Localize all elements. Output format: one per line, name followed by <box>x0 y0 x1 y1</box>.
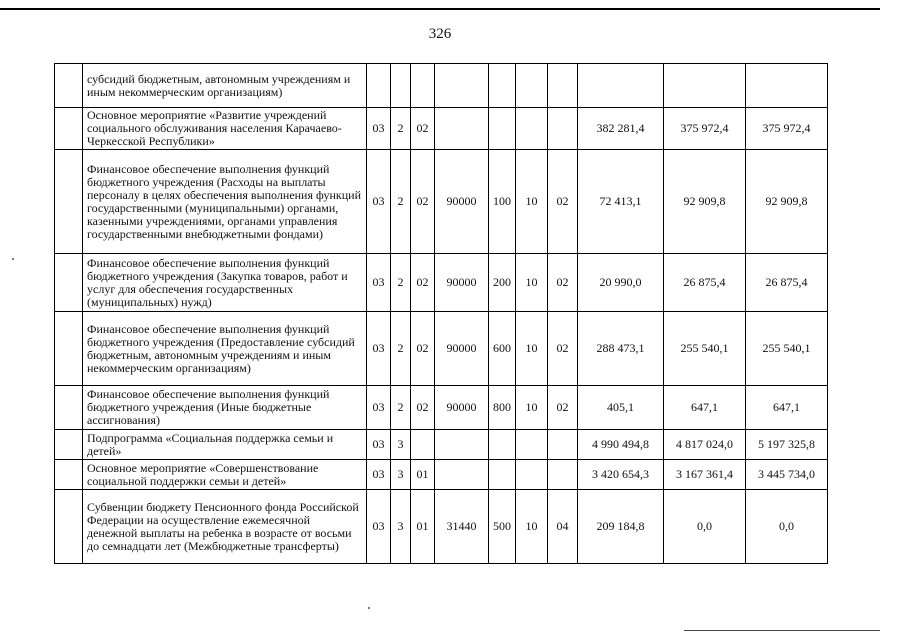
section-code-cell: 03 <box>367 254 391 312</box>
description-cell: Финансовое обеспечение выполнения функций бюджетного учреждения (Предоставление субсидий бюджетным, автономным учреждениям и иным некоммерческим организациям) <box>83 312 367 386</box>
section-code-cell: 03 <box>367 150 391 254</box>
target-code-cell: 31440 <box>435 490 489 564</box>
chapter-code-cell: 10 <box>516 150 548 254</box>
target-code-cell: 90000 <box>435 254 489 312</box>
program-code-cell: 02 <box>411 386 435 430</box>
amount-year2-cell: 92 909,8 <box>664 150 746 254</box>
row-number-cell <box>55 108 83 150</box>
description-cell: Финансовое обеспечение выполнения функций бюджетного учреждения (Иные бюджетные ассигнования) <box>83 386 367 430</box>
section-code-cell: 03 <box>367 312 391 386</box>
amount-year1-cell <box>578 64 664 108</box>
table-row <box>55 150 828 254</box>
program-code-cell: 02 <box>411 254 435 312</box>
expense-type-cell: 800 <box>489 386 516 430</box>
amount-year3-cell: 26 875,4 <box>746 254 828 312</box>
section-code-cell <box>367 64 391 108</box>
page-number: 326 <box>428 26 452 42</box>
description-cell: субсидий бюджетным, автономным учреждениям и иным некоммерческим организациям) <box>83 64 367 108</box>
chapter-code-cell: 10 <box>516 386 548 430</box>
amount-year1-cell: 3 420 654,3 <box>578 460 664 490</box>
chapter-code-cell: 10 <box>516 490 548 564</box>
subsection-code-cell: 2 <box>391 150 411 254</box>
row-number-cell <box>55 64 83 108</box>
expense-type-cell <box>489 460 516 490</box>
subsection-code-cell: 3 <box>391 460 411 490</box>
table-row <box>55 386 828 430</box>
description-cell: Основное мероприятие «Развитие учреждений социального обслуживания населения Карачаево-Черкесской Республики» <box>83 108 367 150</box>
subsection-code-cell <box>391 64 411 108</box>
amount-year3-cell: 375 972,4 <box>746 108 828 150</box>
table-row <box>55 254 828 312</box>
subchapter-code-cell <box>548 108 578 150</box>
target-code-cell: 90000 <box>435 150 489 254</box>
amount-year2-cell: 4 817 024,0 <box>664 430 746 460</box>
budget-table <box>54 63 828 564</box>
top-border-line <box>0 8 880 10</box>
subchapter-code-cell <box>548 64 578 108</box>
row-number-cell <box>55 150 83 254</box>
row-number-cell <box>55 430 83 460</box>
row-number-cell <box>55 312 83 386</box>
chapter-code-cell <box>516 460 548 490</box>
description-cell: Субвенции бюджету Пенсионного фонда Российской Федерации на осуществление ежемесячной денежной выплаты на ребенка в возрасте от восьми до семнадцати лет (Межбюджетные трансферты) <box>83 490 367 564</box>
subsection-code-cell: 2 <box>391 386 411 430</box>
program-code-cell: 01 <box>411 460 435 490</box>
amount-year3-cell <box>746 64 828 108</box>
amount-year2-cell: 255 540,1 <box>664 312 746 386</box>
target-code-cell <box>435 64 489 108</box>
target-code-cell: 90000 <box>435 386 489 430</box>
program-code-cell <box>411 64 435 108</box>
section-code-cell: 03 <box>367 430 391 460</box>
program-code-cell: 02 <box>411 150 435 254</box>
bottom-decorative-line <box>684 630 880 631</box>
table-row <box>55 490 828 564</box>
program-code-cell: 02 <box>411 312 435 386</box>
table-row <box>55 108 828 150</box>
scan-speck <box>368 607 370 609</box>
table-row <box>55 460 828 490</box>
subchapter-code-cell: 02 <box>548 312 578 386</box>
amount-year1-cell: 382 281,4 <box>578 108 664 150</box>
amount-year2-cell: 0,0 <box>664 490 746 564</box>
subsection-code-cell: 3 <box>391 430 411 460</box>
row-number-cell <box>55 386 83 430</box>
amount-year2-cell <box>664 64 746 108</box>
chapter-code-cell <box>516 430 548 460</box>
subchapter-code-cell: 02 <box>548 254 578 312</box>
chapter-code-cell <box>516 64 548 108</box>
subchapter-code-cell: 04 <box>548 490 578 564</box>
program-code-cell: 01 <box>411 490 435 564</box>
target-code-cell <box>435 460 489 490</box>
scan-speck <box>12 258 14 260</box>
row-number-cell <box>55 254 83 312</box>
chapter-code-cell <box>516 108 548 150</box>
amount-year1-cell: 20 990,0 <box>578 254 664 312</box>
description-cell: Финансовое обеспечение выполнения функций бюджетного учреждения (Расходы на выплаты персоналу в целях обеспечения выполнения функций государственными (муниципальными) органами, казенными учреждениями, органами управления государственными внебюджетными фондами) <box>83 150 367 254</box>
target-code-cell <box>435 430 489 460</box>
section-code-cell: 03 <box>367 460 391 490</box>
expense-type-cell: 500 <box>489 490 516 564</box>
amount-year2-cell: 375 972,4 <box>664 108 746 150</box>
section-code-cell: 03 <box>367 490 391 564</box>
amount-year2-cell: 647,1 <box>664 386 746 430</box>
expense-type-cell: 100 <box>489 150 516 254</box>
table-row <box>55 312 828 386</box>
expense-type-cell <box>489 64 516 108</box>
subchapter-code-cell <box>548 430 578 460</box>
description-cell: Финансовое обеспечение выполнения функций бюджетного учреждения (Закупка товаров, работ и услуг для обеспечения государственных (муниципальных) нужд) <box>83 254 367 312</box>
target-code-cell <box>435 108 489 150</box>
subchapter-code-cell: 02 <box>548 386 578 430</box>
section-code-cell: 03 <box>367 386 391 430</box>
amount-year1-cell: 288 473,1 <box>578 312 664 386</box>
program-code-cell <box>411 430 435 460</box>
amount-year1-cell: 209 184,8 <box>578 490 664 564</box>
table-body <box>55 64 828 564</box>
expense-type-cell: 200 <box>489 254 516 312</box>
amount-year1-cell: 4 990 494,8 <box>578 430 664 460</box>
subsection-code-cell: 2 <box>391 312 411 386</box>
row-number-cell <box>55 490 83 564</box>
table-row <box>55 430 828 460</box>
amount-year2-cell: 26 875,4 <box>664 254 746 312</box>
subsection-code-cell: 2 <box>391 108 411 150</box>
program-code-cell: 02 <box>411 108 435 150</box>
subchapter-code-cell: 02 <box>548 150 578 254</box>
amount-year1-cell: 72 413,1 <box>578 150 664 254</box>
subchapter-code-cell <box>548 460 578 490</box>
amount-year3-cell: 255 540,1 <box>746 312 828 386</box>
chapter-code-cell: 10 <box>516 254 548 312</box>
amount-year2-cell: 3 167 361,4 <box>664 460 746 490</box>
expense-type-cell <box>489 430 516 460</box>
description-cell: Подпрограмма «Социальная поддержка семьи и детей» <box>83 430 367 460</box>
amount-year3-cell: 3 445 734,0 <box>746 460 828 490</box>
target-code-cell: 90000 <box>435 312 489 386</box>
amount-year3-cell: 5 197 325,8 <box>746 430 828 460</box>
amount-year3-cell: 92 909,8 <box>746 150 828 254</box>
amount-year1-cell: 405,1 <box>578 386 664 430</box>
expense-type-cell <box>489 108 516 150</box>
expense-type-cell: 600 <box>489 312 516 386</box>
row-number-cell <box>55 460 83 490</box>
description-cell: Основное мероприятие «Совершенствование социальной поддержки семьи и детей» <box>83 460 367 490</box>
table-row <box>55 64 828 108</box>
subsection-code-cell: 3 <box>391 490 411 564</box>
amount-year3-cell: 647,1 <box>746 386 828 430</box>
subsection-code-cell: 2 <box>391 254 411 312</box>
chapter-code-cell: 10 <box>516 312 548 386</box>
amount-year3-cell: 0,0 <box>746 490 828 564</box>
section-code-cell: 03 <box>367 108 391 150</box>
